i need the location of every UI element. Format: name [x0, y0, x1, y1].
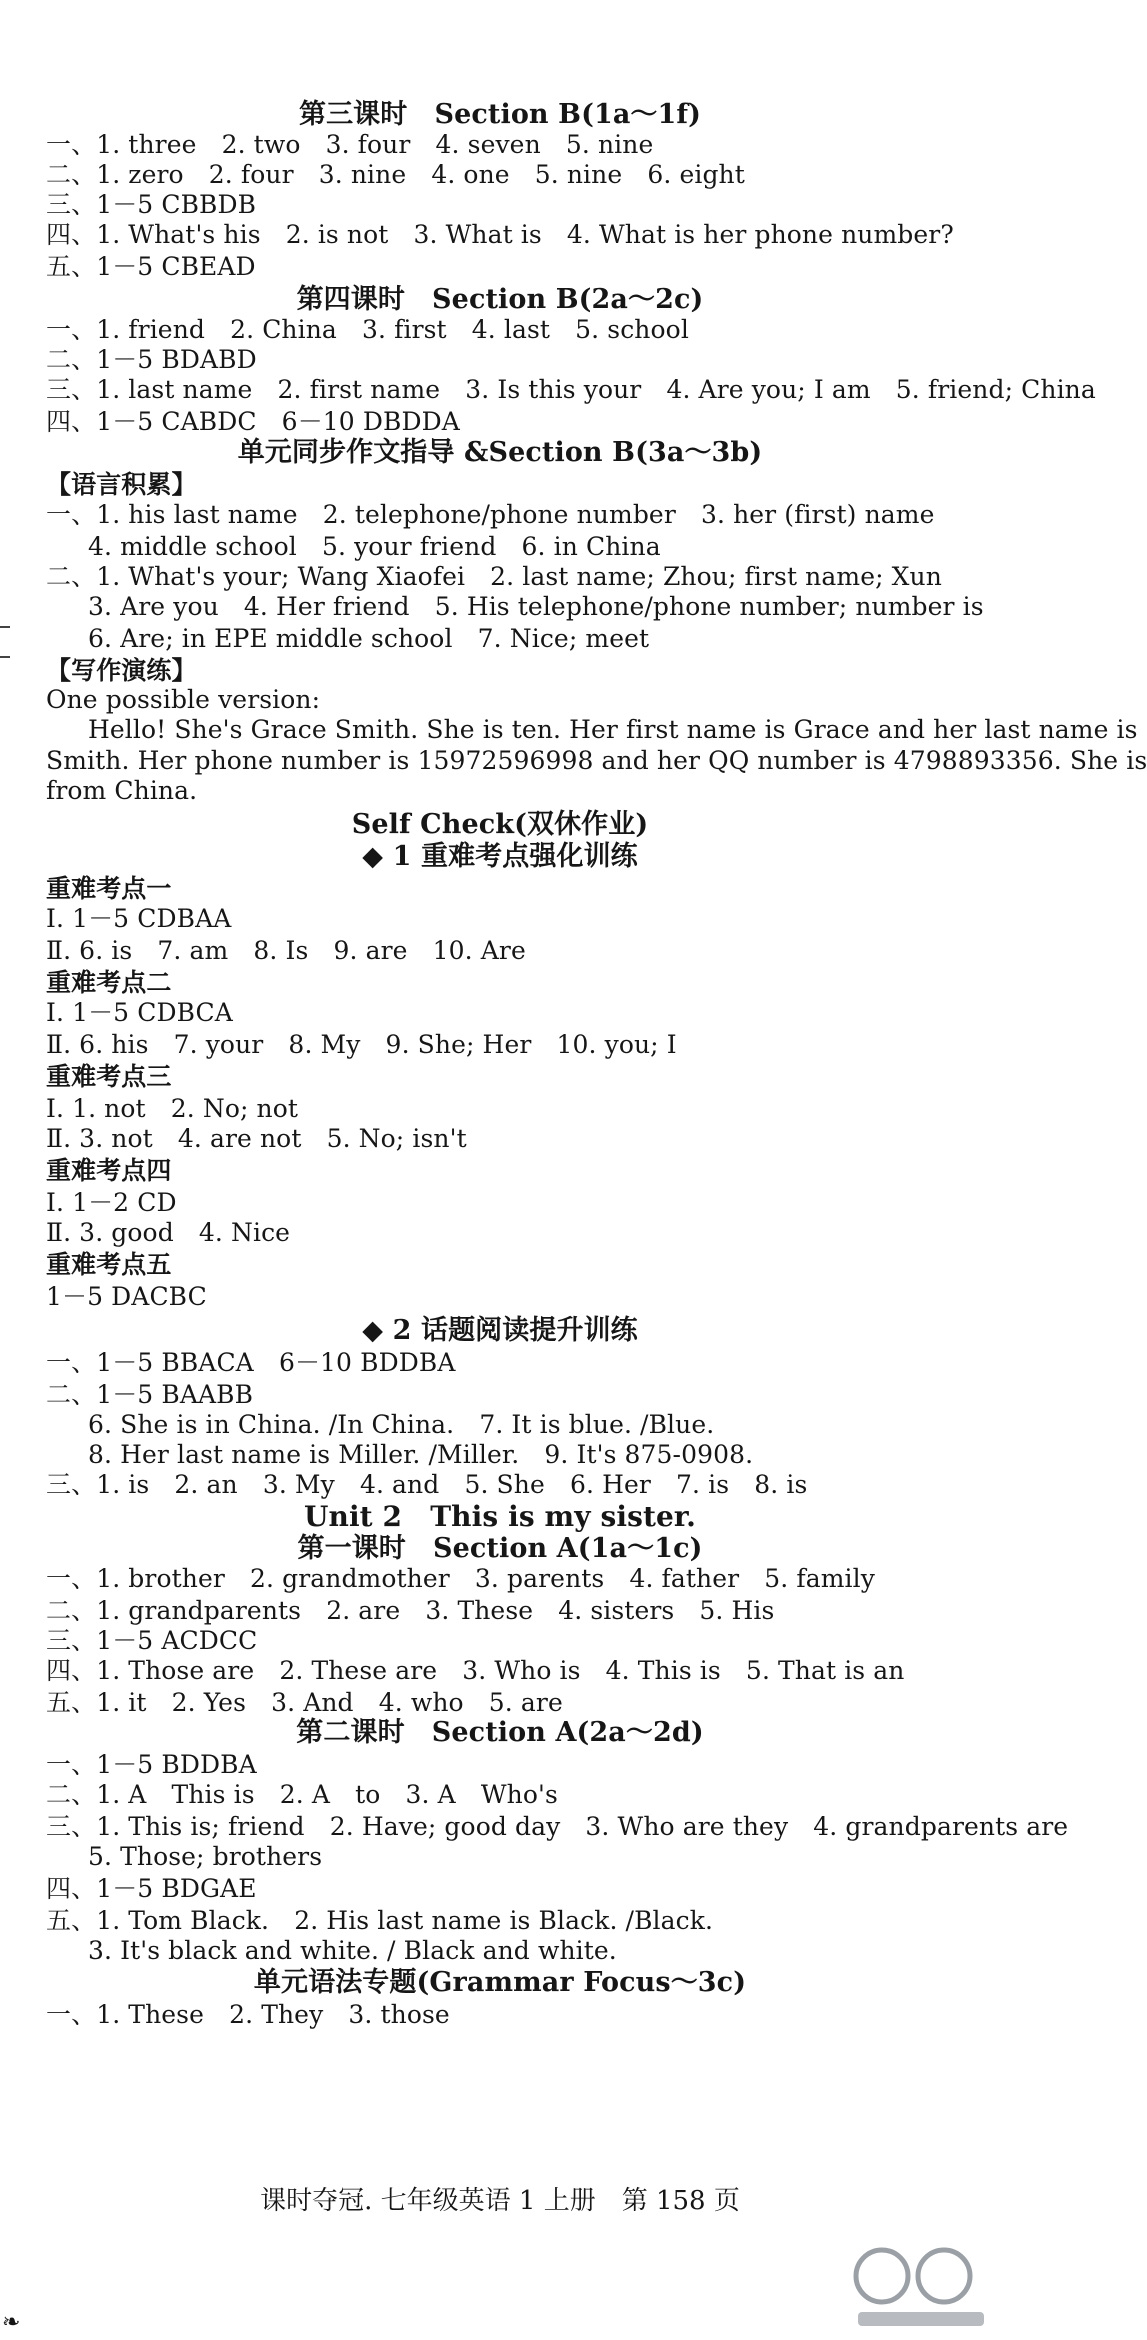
- answer-line: Smith. Her phone number is 15972596998 and her QQ number is 4798893356. She is: [46, 746, 1147, 775]
- answer-line: 四、1－5 CABDC 6－10 DBDDA: [46, 407, 460, 436]
- answer-line: 一、1－5 BBACA 6－10 BDDBA: [46, 1348, 456, 1377]
- answer-line: from China.: [46, 776, 198, 805]
- answer-line: 四、1－5 BDGAE: [46, 1874, 257, 1903]
- binding-edge-mark: [0, 626, 10, 658]
- answer-line: Ⅰ. 1－5 CDBCA: [46, 998, 233, 1027]
- answer-line: 二、1. A This is 2. A to 3. A Who's: [46, 1780, 558, 1809]
- answer-line: 三、1. last name 2. first name 3. Is this your 4. Are you; I am 5. friend; China: [46, 375, 1096, 404]
- answer-line: 四、1. Those are 2. These are 3. Who is 4. This is 5. That is an: [46, 1656, 905, 1685]
- answer-line: 一、1－5 BDDBA: [46, 1750, 257, 1779]
- answer-line: 1－5 DACBC: [46, 1282, 207, 1311]
- answer-line: 5. Those; brothers: [88, 1842, 323, 1871]
- answer-line: 8. Her last name is Miller. /Miller. 9. It's 875-0908.: [88, 1440, 754, 1469]
- answer-line: 4. middle school 5. your friend 6. in China: [88, 532, 661, 561]
- answer-line: One possible version:: [46, 685, 321, 714]
- answer-line: 二、1. What's your; Wang Xiaofei 2. last name; Zhou; first name; Xun: [46, 562, 942, 591]
- answer-line: 一、1. These 2. They 3. those: [46, 2000, 450, 2029]
- section-heading: ◆ 2 话题阅读提升训练: [362, 1315, 638, 1346]
- answer-line: 三、1. This is; friend 2. Have; good day 3. Who are they 4. grandparents are: [46, 1812, 1069, 1841]
- answer-line: 6. She is in China. /In China. 7. It is blue. /Blue.: [88, 1410, 715, 1439]
- answer-line: 3. It's black and white. / Black and white.: [88, 1936, 617, 1965]
- section-heading: 第一课时 Section A(1a～1c): [297, 1533, 703, 1564]
- answer-line: 6. Are; in EPE middle school 7. Nice; meet: [88, 624, 650, 653]
- answer-line: 二、1. zero 2. four 3. nine 4. one 5. nine 6. eight: [46, 160, 745, 189]
- subsection-label: 重难考点二: [46, 968, 172, 997]
- subsection-label: 重难考点一: [46, 874, 172, 903]
- answer-line: Ⅰ. 1. not 2. No; not: [46, 1094, 299, 1123]
- section-heading: ◆ 1 重难考点强化训练: [362, 841, 638, 872]
- answer-line: 一、1. his last name 2. telephone/phone number 3. her (first) name: [46, 500, 935, 529]
- answer-line: 五、1. Tom Black. 2. His last name is Black. /Black.: [46, 1906, 714, 1935]
- answer-line: 3. Are you 4. Her friend 5. His telephone/phone number; number is: [88, 592, 984, 621]
- answer-line: 一、1. three 2. two 3. four 4. seven 5. nine: [46, 130, 654, 159]
- answer-line: Ⅱ. 6. his 7. your 8. My 9. She; Her 10. you; I: [46, 1030, 677, 1059]
- answer-line: 三、1. is 2. an 3. My 4. and 5. She 6. Her 7. is 8. is: [46, 1470, 808, 1499]
- subsection-label: 【语言积累】: [46, 470, 197, 499]
- answer-line: Ⅱ. 6. is 7. am 8. Is 9. are 10. Are: [46, 936, 526, 965]
- watermark-logo: [844, 2236, 994, 2336]
- answer-line: 三、1－5 CBBDB: [46, 190, 257, 219]
- subsection-label: 重难考点五: [46, 1250, 172, 1279]
- corner-mark: ❧: [2, 2310, 21, 2335]
- section-heading: 第二课时 Section A(2a～2d): [296, 1717, 704, 1748]
- section-heading: Unit 2 This is my sister.: [303, 1500, 697, 1533]
- answer-line: 五、1. it 2. Yes 3. And 4. who 5. are: [46, 1688, 563, 1717]
- section-heading: 第三课时 Section B(1a～1f): [298, 99, 702, 130]
- page-footer: 课时夺冠. 七年级英语 1 上册 第 158 页: [260, 2186, 740, 2216]
- subsection-label: 重难考点四: [46, 1156, 172, 1185]
- answer-line: 二、1. grandparents 2. are 3. These 4. sisters 5. His: [46, 1596, 775, 1625]
- answer-line: Ⅰ. 1－2 CD: [46, 1188, 177, 1217]
- answer-line: 三、1－5 ACDCC: [46, 1626, 258, 1655]
- answer-line: 一、1. brother 2. grandmother 3. parents 4. father 5. family: [46, 1564, 875, 1593]
- subsection-label: 【写作演练】: [46, 656, 197, 685]
- answer-line: 二、1－5 BDABD: [46, 345, 257, 374]
- section-heading: 单元同步作文指导 &Section B(3a～3b): [237, 437, 763, 468]
- section-heading: 单元语法专题(Grammar Focus～3c): [253, 1967, 747, 1998]
- answer-line: 二、1－5 BAABB: [46, 1380, 254, 1409]
- subsection-label: 重难考点三: [46, 1062, 172, 1091]
- answer-line: 一、1. friend 2. China 3. first 4. last 5. school: [46, 315, 689, 344]
- section-heading: Self Check(双休作业): [351, 809, 649, 840]
- answer-line: Hello! She's Grace Smith. She is ten. Her first name is Grace and her last name is: [88, 715, 1138, 744]
- section-heading: 第四课时 Section B(2a～2c): [296, 284, 704, 315]
- answer-line: Ⅱ. 3. not 4. are not 5. No; isn't: [46, 1124, 467, 1153]
- answer-line: 五、1－5 CBEAD: [46, 252, 256, 281]
- answer-line: Ⅰ. 1－5 CDBAA: [46, 904, 232, 933]
- answer-line: 四、1. What's his 2. is not 3. What is 4. What is her phone number?: [46, 220, 954, 249]
- answer-line: Ⅱ. 3. good 4. Nice: [46, 1218, 291, 1247]
